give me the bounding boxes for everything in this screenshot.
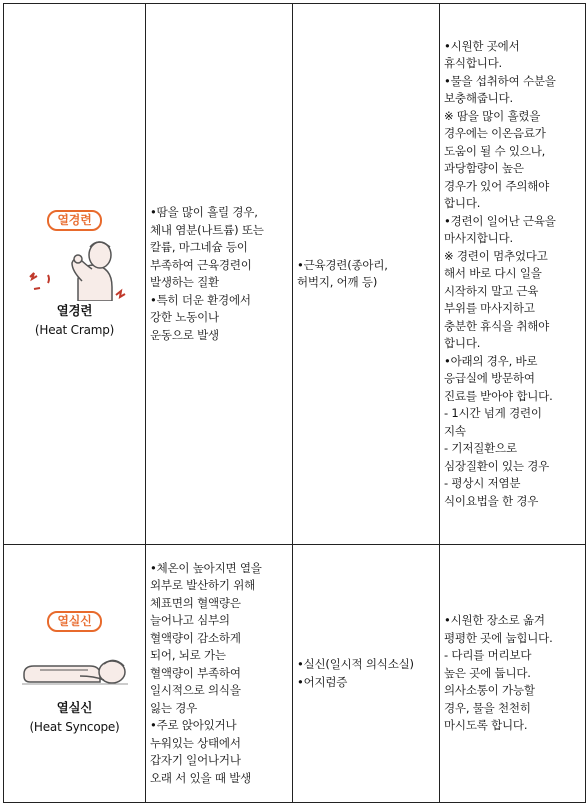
heat-illness-table <box>3 3 586 803</box>
care-line: 진료를 받아야 합니다. <box>444 388 553 403</box>
symptom-line: 외부로 발산하기 위해 <box>150 578 256 593</box>
disease-name-en: (Heat Cramp) <box>34 322 115 337</box>
table-row <box>4 545 586 803</box>
symptom-line: 혈액량이 감소하게 <box>150 630 241 645</box>
disease-name-cell <box>4 545 146 803</box>
care-line: 경우, 물을 천천히 <box>444 700 531 715</box>
care-line: •물을 섭취하여 수분을 <box>444 73 556 88</box>
care-line: 시작하지 말고 근육 <box>444 283 539 298</box>
care-line: 심장질환이 있는 경우 <box>444 458 550 473</box>
symptom-line: 칼륨, 마그네슘 등이 <box>150 240 248 254</box>
care-line: 높은 곳에 둡니다. <box>444 665 531 680</box>
main-symptom-line: 허벅지, 어깨 등) <box>297 275 378 289</box>
main-symptoms-cell <box>293 4 440 545</box>
care-line: •아래의 경우, 바로 <box>444 353 538 368</box>
symptom-line: 부족하여 근육경련이 <box>150 257 252 272</box>
symptom-line: 오래 서 있을 때 발생 <box>150 770 252 785</box>
care-line: 휴식합니다. <box>444 56 502 71</box>
symptom-line: •주로 앉아있거나 <box>150 718 237 733</box>
care-cell <box>440 4 586 545</box>
symptom-line: 누워있는 상태에서 <box>150 735 241 750</box>
symptom-line: 잃는 경우 <box>150 700 198 715</box>
care-line: ※ 땀을 많이 흘렸을 <box>444 108 541 123</box>
symptom-line: 늘어나고 심부의 <box>150 613 230 628</box>
care-line: 합니다. <box>444 336 481 351</box>
symptom-line: 발생하는 질환 <box>150 275 219 289</box>
symptom-line: 되어, 뇌로 가는 <box>150 648 226 663</box>
disease-badge: 열실신 <box>47 611 101 632</box>
disease-name-ko: 열실신 <box>56 700 93 715</box>
care-line: 도움이 될 수 있으나, <box>444 143 546 158</box>
symptom-line: 강한 노동이나 <box>150 310 219 324</box>
care-line: 충분한 휴식을 취해야 <box>444 318 550 333</box>
care-line: 의사소통이 가능할 <box>444 683 535 698</box>
care-line: 지속 <box>444 423 466 438</box>
disease-name-cell <box>4 4 146 545</box>
care-line: - 평상시 저염분 <box>444 476 521 491</box>
disease-name-ko: 열경련 <box>56 302 93 318</box>
care-cell <box>440 545 586 803</box>
care-line: 응급실에 방문하여 <box>444 371 535 386</box>
care-line: - 1시간 넘게 경련이 <box>444 406 542 421</box>
symptom-line: 체표면의 혈액량은 <box>150 595 241 610</box>
symptom-line: 체내 염분(나트륨) 또는 <box>150 222 264 237</box>
main-symptom-line: •실신(일시적 의식소실) <box>297 657 414 671</box>
care-line: •시원한 곳에서 <box>444 38 520 53</box>
care-line: 경우가 있어 주의해야 <box>444 178 550 193</box>
symptom-line: 운동으로 발생 <box>150 327 219 342</box>
care-line: 마사지합니다. <box>444 231 513 246</box>
care-line: 합니다. <box>444 196 481 211</box>
care-line: 부위를 마사지하고 <box>444 301 535 316</box>
main-symptom-line: •근육경련(종아리, <box>297 257 388 272</box>
heat-syncope-person-icon <box>20 636 130 698</box>
care-line: 보충해줍니다. <box>444 91 513 106</box>
disease-name-en: (Heat Syncope) <box>29 720 120 734</box>
care-line: 경우에는 이온음료가 <box>444 126 546 141</box>
care-line: 해서 바로 다시 일을 <box>444 266 542 281</box>
symptom-line: 혈액량이 부족하여 <box>150 665 241 680</box>
symptom-line: •체온이 높아지면 열을 <box>150 560 262 575</box>
care-line: - 다리를 머리보다 <box>444 648 532 663</box>
main-symptom-line: •어지럼증 <box>297 674 348 689</box>
symptoms-cell <box>146 4 293 545</box>
symptoms-cell <box>146 545 293 803</box>
care-line: 식이요법을 한 경우 <box>444 493 539 508</box>
care-line: - 기저질환으로 <box>444 441 517 456</box>
symptom-line: •땀을 많이 흘릴 경우, <box>150 205 258 219</box>
care-line: 평평한 곳에 눕힙니다. <box>444 630 553 645</box>
care-line: •경련이 일어난 근육을 <box>444 213 556 228</box>
care-line: 과당함량이 높은 <box>444 161 524 176</box>
disease-badge: 열경련 <box>47 210 101 231</box>
main-symptoms-cell <box>293 545 440 803</box>
care-line: •시원한 장소로 옮겨 <box>444 613 545 628</box>
symptom-line: 일시적으로 의식을 <box>150 683 241 698</box>
symptom-line: 갑자기 일어나거나 <box>150 753 241 768</box>
care-line: ※ 경련이 멈추었다고 <box>444 248 548 263</box>
symptom-line: •특히 더운 환경에서 <box>150 292 251 307</box>
table-row <box>4 4 586 545</box>
heat-cramp-person-icon <box>20 235 130 301</box>
care-line: 마시도록 합니다. <box>444 718 528 733</box>
